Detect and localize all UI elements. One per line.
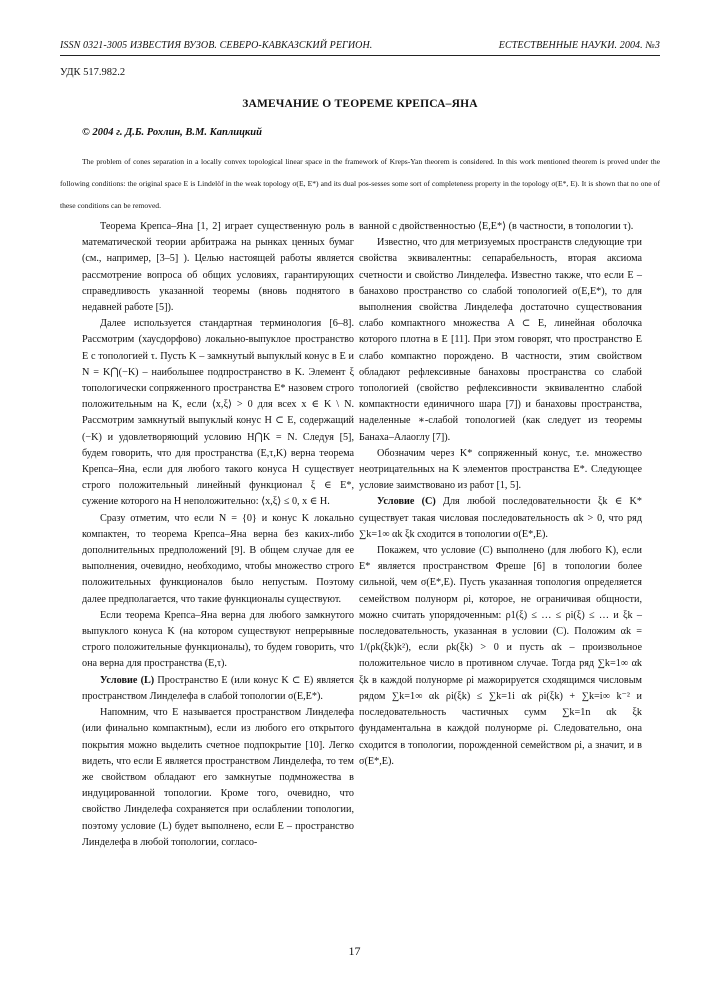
abstract: The problem of cones separation in a locally convex topological linear space in the framework of Kreps-Yan theorem is considered. In this work mentioned theorem is proved under the following conditions: the original space E is Lindelöf in the weak topology σ(E, E*) and its dual pos-sesses some sort of completeness property in the topology σ(E*, E). It is shown that no one of these conditions can be removed. xyxy=(60,157,660,210)
paragraph: Напомним, что E называется пространством Линделефа (или финально компактным), если из любого его открытого покрытия можно выделить счетное подпокрытие [10]. Легко видеть, что если E является пространством Линделефа, то тем же свойством обладают его замкнутые подмножества в индуцированной топологии. Кроме того, очевидно, что свойство Линделефа сохраняется при ослаблении топологии, поэтому условие (L) будет выполнено, если E – пространство Линделефа в любой топологии, согласо- xyxy=(82,707,354,848)
left-column xyxy=(82,219,354,851)
paragraph: ванной с двойственностью ⟨E,E*⟩ (в частности, в топологии τ). xyxy=(359,221,634,232)
page-number: 17 xyxy=(348,944,361,958)
paper-authors: © 2004 г. Д.Б. Рохлин, В.М. Каплицкий xyxy=(82,127,262,138)
journal-section-issue: ЕСТЕСТВЕННЫЕ НАУКИ. 2004. №3 xyxy=(498,40,660,51)
condition-l-paragraph: Условие (L) Пространство E (или конус K ⊂ E) является пространством Линделефа в слабой топологии σ(E,E*). xyxy=(82,674,354,702)
paragraph: Известно, что для метризуемых пространств следующие три свойства эквивалентны: сепарабельность, вторая аксиома счетности и свойство Линделефа. Известно также, что если E – банахово пространство со слабой топологией σ(E,E*), то для выполнения свойства Линделефа достаточно существования слабо компактного множества A ⊂ E, линейная оболочка которого плотна в E [11]. При этом говорят, что пространство E слабо компактно порождено. В частности, этим свойством обладают рефлексивные банаховы пространства со слабой топологией (свойство рефлексивности эквивалентно слабой компактности единичного шара [7]) и банаховы пространства, наделенные ∗-слабой топологией (как следует из теоремы Банаха–Алаоглу [7]). xyxy=(359,237,642,443)
condition-label: Условие (С) xyxy=(377,496,436,508)
journal-issn-title: ISSN 0321-3005 ИЗВЕСТИЯ ВУЗОВ. СЕВЕРО-КАВКАЗСКИЙ РЕГИОН. xyxy=(60,40,373,51)
paragraph: Если теорема Крепса–Яна верна для любого замкнутого выпуклого конуса K (на котором существуют непрерывные строго положительные функционалы), то будем говорить, что она верна для пространства (E,τ). xyxy=(82,609,354,670)
header-rule xyxy=(60,55,660,56)
paragraph: Обозначим через K* сопряженный конус, т.е. множество неотрицательных на K элементов пространства E*. Следующее условие заимствовано из работ [1, 5]. xyxy=(359,447,642,492)
paragraph: Далее используется стандартная терминология [6–8]. Рассмотрим (хаусдорфово) локально-выпуклое пространство E с топологией τ. Пусть K – замкнутый выпуклый конус в E и N = K⋂(−K) – наибольшее подпространство в K. Элемент ξ топологически сопряженного пространства E* назовем строго положительным на K, если ⟨x,ξ⟩ > 0 для всех x ∈ K \ N. Рассмотрим замкнутый выпуклый конус H ⊂ E, содержащий (−K) и удовлетворяющий условию H⋂K = N. Следуя [5], будем говорить, что для пространства (E,τ,K) верна теорема Крепса–Яна, если для любого такого конуса H существует строго положительный линейный функционал ξ ∈ E*, сужение которого на H неположительно: ⟨x,ξ⟩ ≤ 0, x ∈ H. xyxy=(82,318,354,508)
udc-code: УДК 517.982.2 xyxy=(60,67,126,78)
paper-title: ЗАМЕЧАНИЕ О ТЕОРЕМЕ КРЕПСА–ЯНА xyxy=(242,98,478,110)
condition-c-paragraph: Условие (С) Для любой последовательности ξk ∈ K* существует такая числовая последовательность αk > 0, что ряд ∑k=1∞ αk ξk сходится в топологии σ(E*,E). xyxy=(359,496,642,540)
paragraph: Теорема Крепса–Яна [1, 2] играет существенную роль в математической теории арбитража на рынках ценных бумаг (см., например, [3–5] ). Целью настоящей работы является рассмотрение вопроса об общих условиях, гарантирующих справедливость указанной теоремы (вновь поднятого в недавней работе [5]). xyxy=(82,221,354,314)
paragraph: Сразу отметим, что если N = {0} и конус K локально компактен, то теорема Крепса–Яна верна без каких-либо дополнительных предположений [9]. В общем случае для ее выполнения, очевидно, необходимо, чтобы множество строго положительных функционалов было непустым. Поэтому далее предполагается, что такие функционалы существуют. xyxy=(82,512,354,605)
paragraph: Покажем, что условие (С) выполнено (для любого K), если E* является пространством Фреше [6] в топологии более сильной, чем σ(E*,E). Пусть указанная топология определяется семейством полунорм ρi, которое, не ограничивая общности, можно считать упорядоченным: ρ1(ξ) ≤ … ≤ ρi(ξ) ≤ … и ξk – последовательность, указанная в условии (С). Положим αk = 1/(ρk(ξk)k²), если ρk(ξk) > 0 и пусть αk – произвольное положительное число в противном случае. Тогда ряд ∑k=1∞ αk ξk в каждой полунорме ρi мажорируется сходящимся числовым рядом ∑k=1∞ αk ρi(ξk) ≤ ∑k=1i αk ρi(ξk) + ∑k=i∞ k⁻² и последовательность частичных сумм ∑k=1n αk ξk фундаментальна в каждой полунорме ρi. Следовательно, она сходится в топологии, порожденной семейством ρi, а значит, и в σ(E*,E). xyxy=(359,545,642,767)
condition-label: Условие (L) xyxy=(100,674,155,686)
right-column xyxy=(359,219,642,770)
